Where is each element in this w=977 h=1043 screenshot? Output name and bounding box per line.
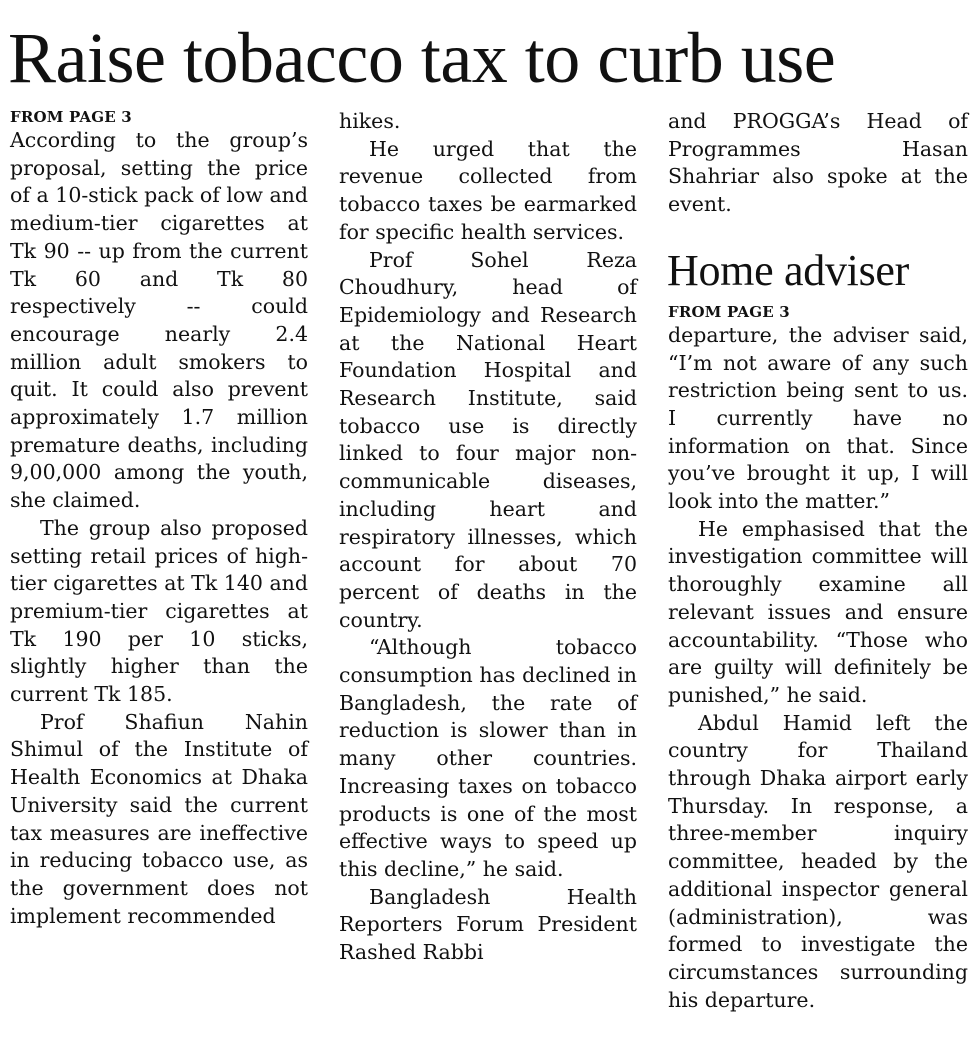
paragraph: Prof Shafiun Nahin Shimul of the Institute of Health Economics at Dhaka University said the current tax measures are ineffective in reducing tobacco use, as the government does not implement recommended: [10, 709, 308, 928]
paragraph: departure, the adviser said, “I’m not aware of any such restriction being sent to us. I currently have no information on that. Since you’ve brought it up, I will look into the matter.”: [668, 322, 968, 514]
headline: Raise tobacco tax to curb use: [8, 18, 836, 98]
paragraph: hikes.: [339, 109, 401, 133]
paragraph: “Although tobacco consumption has declined in Bangladesh, the rate of reduction is slower than in many other countries. Increasing taxes on tobacco products is one of the most effective ways to speed up this decline,” he said.: [339, 635, 637, 881]
column-1: [10, 108, 308, 930]
paragraph: He urged that the revenue collected from tobacco taxes be earmarked for specific health services.: [339, 136, 637, 244]
paragraph: The group also proposed setting retail prices of high-tier cigarettes at Tk 140 and premium-tier cigarettes at Tk 190 per 10 sticks, slightly higher than the current Tk 185.: [10, 515, 308, 707]
paragraph: Bangladesh Health Reporters Forum President Rashed Rabbi: [339, 884, 637, 965]
paragraph: Abdul Hamid left the country for Thailand through Dhaka airport early Thursday. In response, a three-member inquiry committee, headed by the additional inspector general (administration), was formed to investigate the circumstances surrounding his departure.: [668, 710, 968, 1012]
paragraph: and PROGGA’s Head of Programmes Hasan Shahriar also spoke at the event.: [668, 109, 968, 217]
paragraph: Prof Sohel Reza Choudhury, head of Epidemiology and Research at the National Heart Foundation Hospital and Research Institute, said tobacco use is directly linked to four major non-communicable diseases, including heart and respiratory illnesses, which account for about 70 percent of deaths in the country.: [339, 247, 637, 632]
column-2: [339, 108, 637, 967]
column-3: [668, 108, 968, 1014]
story-headline: Home adviser: [667, 245, 909, 295]
paragraph: According to the group’s proposal, setting the price of a 10-stick pack of low and medium-tier cigarettes at Tk 90 -- up from the current Tk 60 and Tk 80 respectively -- could encourage nearly 2.4 million adult smokers to quit. It could also prevent approximately 1.7 million premature deaths, including 9,00,000 among the youth, she claimed.: [10, 128, 308, 513]
jump-label: FROM PAGE 3: [668, 302, 790, 321]
paragraph: He emphasised that the investigation committee will thoroughly examine all relevant issues and ensure accountability. “Those who are guilty will definitely be punished,” he said.: [668, 516, 968, 707]
jump-label: FROM PAGE 3: [10, 108, 132, 126]
